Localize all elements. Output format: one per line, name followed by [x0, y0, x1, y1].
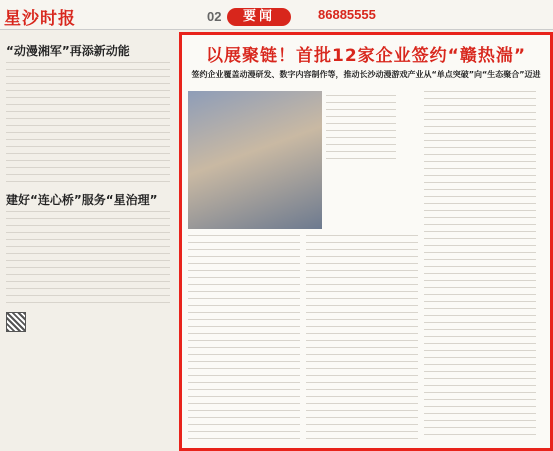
lead-subtitle: 签约企业覆盖动漫研发、数字内容制作等，推动长沙动漫游戏产业从“单点突破”向“生态聚合”迈进	[191, 70, 541, 79]
article-paragraph	[6, 211, 170, 257]
page-section-badge: 要闻	[227, 8, 291, 26]
article-paragraph	[6, 111, 170, 157]
article-paragraph	[6, 160, 170, 185]
article-headline: “动漫湘军”再添新动能	[6, 44, 130, 58]
lead-headline: 以展聚链！首批12家企业签约“赣热湍”	[205, 46, 526, 66]
qr-code-icon	[6, 312, 26, 332]
article-column	[424, 91, 536, 439]
photo-caption	[326, 95, 396, 161]
article-headline: 建好“连心桥”服务“星治理”	[6, 193, 158, 207]
page-number: 02	[207, 9, 222, 24]
article-column	[188, 235, 300, 439]
article-paragraph	[6, 62, 170, 108]
hotline-number: 86885555	[318, 7, 376, 22]
masthead	[0, 0, 553, 30]
lead-photo	[188, 91, 322, 229]
article-column	[306, 235, 418, 439]
article-paragraph	[6, 260, 170, 306]
newspaper-logo: 星沙时报	[4, 9, 76, 29]
lead-story	[179, 32, 553, 451]
left-column	[0, 32, 176, 451]
